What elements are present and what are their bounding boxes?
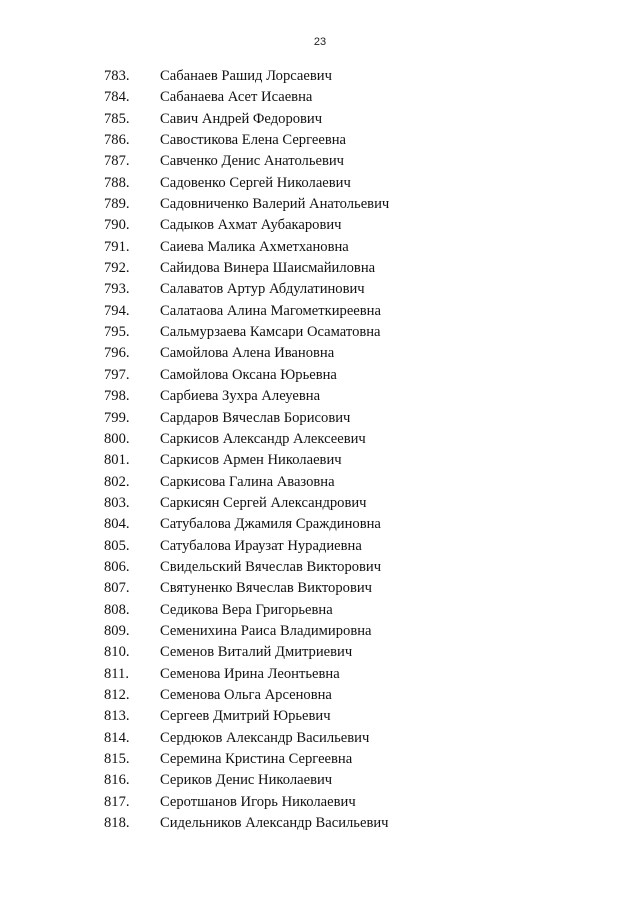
list-item xyxy=(0,194,640,215)
entry-number: 788. xyxy=(104,174,130,191)
list-item xyxy=(0,151,640,172)
entry-number: 790. xyxy=(104,217,130,234)
entry-name: Сайидова Винера Шаисмайиловна xyxy=(160,260,376,277)
entry-name: Саркисян Сергей Александрович xyxy=(160,494,367,511)
list-item xyxy=(0,621,640,642)
list-item xyxy=(0,109,640,130)
entry-name: Садовниченко Валерий Анатольевич xyxy=(160,196,390,213)
list-item xyxy=(0,706,640,727)
entry-name: Самойлова Алена Ивановна xyxy=(160,345,335,362)
entry-name: Сатубалова Джамиля Сраждиновна xyxy=(160,516,381,533)
list-item xyxy=(0,301,640,322)
list-item xyxy=(0,215,640,236)
entry-name: Салатаова Алина Магометкиреевна xyxy=(160,302,381,319)
entry-number: 802. xyxy=(104,473,130,490)
entry-name: Самойлова Оксана Юрьевна xyxy=(160,366,337,383)
list-item xyxy=(0,429,640,450)
list-item xyxy=(0,258,640,279)
list-item xyxy=(0,173,640,194)
entry-number: 797. xyxy=(104,366,130,383)
entry-number: 793. xyxy=(104,281,130,298)
list-item xyxy=(0,749,640,770)
list-item xyxy=(0,279,640,300)
list-item xyxy=(0,408,640,429)
entry-name: Саркисова Галина Авазовна xyxy=(160,473,335,490)
entry-name: Сергеев Дмитрий Юрьевич xyxy=(160,708,331,725)
entry-number: 798. xyxy=(104,388,130,405)
list-item xyxy=(0,557,640,578)
list-item xyxy=(0,66,640,87)
list-item xyxy=(0,386,640,407)
entry-name: Седикова Вера Григорьевна xyxy=(160,601,333,618)
entry-name: Семенов Виталий Дмитриевич xyxy=(160,644,353,661)
list-item xyxy=(0,578,640,599)
entry-number: 787. xyxy=(104,153,130,170)
entry-name: Садыков Ахмат Аубакарович xyxy=(160,217,342,234)
entry-number: 800. xyxy=(104,430,130,447)
entry-number: 796. xyxy=(104,345,130,362)
entry-number: 784. xyxy=(104,89,130,106)
entry-name: Святуненко Вячеслав Викторович xyxy=(160,580,372,597)
entry-number: 815. xyxy=(104,751,130,767)
entry-number: 794. xyxy=(104,302,130,319)
entry-name: Сальмурзаева Камсари Осаматовна xyxy=(160,324,381,341)
entry-number: 804. xyxy=(104,516,130,533)
entry-number: 806. xyxy=(104,558,130,575)
entry-number: 803. xyxy=(104,494,130,511)
entry-name: Сарбиева Зухра Алеуевна xyxy=(160,388,321,405)
entry-name: Саркисов Александр Алексеевич xyxy=(160,430,366,447)
list-item xyxy=(0,87,640,108)
entry-number: 786. xyxy=(104,132,130,149)
entry-number: 791. xyxy=(104,238,130,255)
entry-name: Савич Андрей Федорович xyxy=(160,110,323,127)
entry-name: Серемина Кристина Сергеевна xyxy=(160,751,353,767)
entry-name: Семенихина Раиса Владимировна xyxy=(160,622,372,639)
entry-number: 810. xyxy=(104,644,130,661)
entry-number: 818. xyxy=(104,815,130,832)
list-item xyxy=(0,664,640,685)
entry-name: Савостикова Елена Сергеевна xyxy=(160,132,347,149)
entry-name: Савченко Денис Анатольевич xyxy=(160,153,345,170)
list-item xyxy=(0,365,640,386)
list-item xyxy=(0,536,640,557)
entry-number: 814. xyxy=(104,729,130,746)
list-item xyxy=(0,343,640,364)
entry-name: Сердюков Александр Васильевич xyxy=(160,729,370,746)
list-item xyxy=(0,450,640,471)
entry-name: Садовенко Сергей Николаевич xyxy=(160,174,351,191)
entry-name: Сабанаев Рашид Лорсаевич xyxy=(160,68,332,84)
list-item xyxy=(0,493,640,514)
entry-number: 795. xyxy=(104,324,130,341)
entry-name: Сериков Денис Николаевич xyxy=(160,772,333,789)
page-number: 23 xyxy=(313,36,327,48)
entry-number: 808. xyxy=(104,601,130,618)
entry-number: 807. xyxy=(104,580,130,597)
entry-number: 799. xyxy=(104,409,130,426)
entry-name: Саиева Малика Ахметхановна xyxy=(160,238,349,255)
entry-name: Сатубалова Ираузат Нурадиевна xyxy=(160,537,362,554)
entry-number: 792. xyxy=(104,260,130,277)
list-item xyxy=(0,472,640,493)
entry-name: Семенова Ольга Арсеновна xyxy=(160,686,332,703)
list-item xyxy=(0,322,640,343)
entry-name: Серотшанов Игорь Николаевич xyxy=(160,793,356,810)
list-item xyxy=(0,130,640,151)
entry-number: 783. xyxy=(104,68,130,84)
entry-name: Семенова Ирина Леонтьевна xyxy=(160,665,340,682)
name-list xyxy=(0,66,640,834)
entry-number: 817. xyxy=(104,793,130,810)
entry-name: Салаватов Артур Абдулатинович xyxy=(160,281,365,298)
entry-number: 785. xyxy=(104,110,130,127)
entry-name: Сабанаева Асет Исаевна xyxy=(160,89,313,106)
entry-number: 813. xyxy=(104,708,130,725)
list-item xyxy=(0,600,640,621)
entry-number: 789. xyxy=(104,196,130,213)
list-item xyxy=(0,514,640,535)
list-item xyxy=(0,642,640,663)
entry-number: 812. xyxy=(104,686,130,703)
list-item xyxy=(0,237,640,258)
entry-name: Сидельников Александр Васильевич xyxy=(160,815,389,832)
entry-number: 805. xyxy=(104,537,130,554)
entry-number: 801. xyxy=(104,452,130,469)
entry-number: 811. xyxy=(104,665,129,682)
entry-number: 816. xyxy=(104,772,130,789)
entry-number: 809. xyxy=(104,622,130,639)
list-item xyxy=(0,792,640,813)
entry-name: Сардаров Вячеслав Борисович xyxy=(160,409,351,426)
list-item xyxy=(0,728,640,749)
list-item xyxy=(0,813,640,834)
list-item xyxy=(0,770,640,791)
entry-name: Свидельский Вячеслав Викторович xyxy=(160,558,382,575)
list-item xyxy=(0,685,640,706)
entry-name: Саркисов Армен Николаевич xyxy=(160,452,342,469)
